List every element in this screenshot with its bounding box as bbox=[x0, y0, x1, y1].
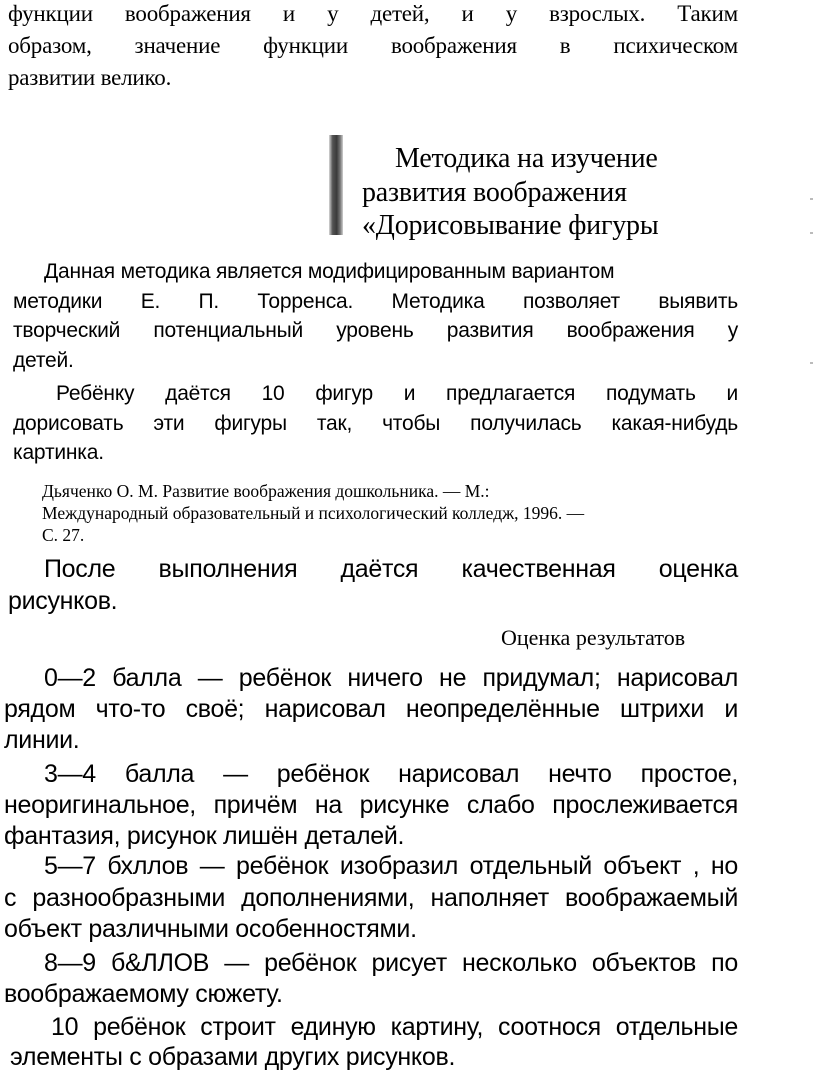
result-line: 10 ребёнок строит единую картину, соотнося отдельные bbox=[51, 1013, 738, 1041]
heading-line: «Дорисовывание фигуры bbox=[362, 210, 659, 241]
result-line: фантазия, рисунок лишён деталей. bbox=[4, 822, 405, 850]
scan-speck bbox=[810, 198, 813, 200]
reference-line: Дьяченко О. М. Развитие воображения дошкольника. — М.: bbox=[42, 481, 490, 501]
result-line: линии. bbox=[4, 726, 80, 754]
result-line: объект различными особенностями. bbox=[4, 915, 417, 943]
result-line: неоригинальное, причём на рисунке слабо прослеживается bbox=[4, 791, 738, 819]
reference-line: Международный образовательный и психологический колледж, 1996. — bbox=[42, 503, 585, 523]
heading-bar-decoration bbox=[329, 135, 343, 235]
after-line: После выполнения даётся качественная оценка bbox=[44, 555, 738, 583]
scan-speck bbox=[810, 232, 813, 234]
description-line: Данная методика является модифицированным вариантом bbox=[44, 260, 615, 283]
intro-line: развитии велико. bbox=[8, 65, 172, 90]
result-line: с разнообразными дополнениями, наполняет воображаемый bbox=[4, 884, 738, 912]
intro-line: образом, значение функции воображения в психическом bbox=[8, 33, 738, 58]
result-line: 3—4 балла — ребёнок нарисовал нечто простое, bbox=[44, 760, 738, 788]
result-line: 0—2 балла — ребёнок ничего не придумал; нарисовал bbox=[44, 664, 738, 692]
result-line: 5—7 бхллов — ребёнок изобразил отдельный объект , но bbox=[44, 852, 738, 880]
results-title: Оценка результатов bbox=[501, 625, 686, 650]
result-line: воображаемому сюжету. bbox=[4, 980, 283, 1008]
scan-speck bbox=[810, 362, 813, 364]
heading-line: Методика на изучение bbox=[395, 143, 658, 174]
intro-line: функции воображения и у детей, и у взрослых. Таким bbox=[8, 1, 738, 26]
after-line: рисунков. bbox=[8, 587, 118, 615]
reference-line: С. 27. bbox=[42, 525, 85, 545]
instruction-line: Ребёнку даётся 10 фигур и предлагается подумать и bbox=[56, 382, 738, 405]
description-line: творческий потенциальный уровень развития воображения у bbox=[13, 319, 738, 342]
description-line: детей. bbox=[13, 349, 74, 372]
instruction-line: картинка. bbox=[13, 441, 104, 464]
result-line: рядом что-то своё; нарисовал неопределённые штрихи и bbox=[4, 695, 738, 723]
heading-line: развития воображения bbox=[362, 177, 627, 208]
result-line: 8—9 б&ЛЛОВ — ребёнок рисует несколько объектов по bbox=[44, 949, 738, 977]
description-line: методики Е. П. Торренса. Методика позволяет выявить bbox=[13, 290, 738, 313]
instruction-line: дорисовать эти фигуры так, чтобы получилась какая-нибудь bbox=[13, 412, 738, 435]
result-line: элементы с образами других рисунков. bbox=[10, 1043, 456, 1071]
